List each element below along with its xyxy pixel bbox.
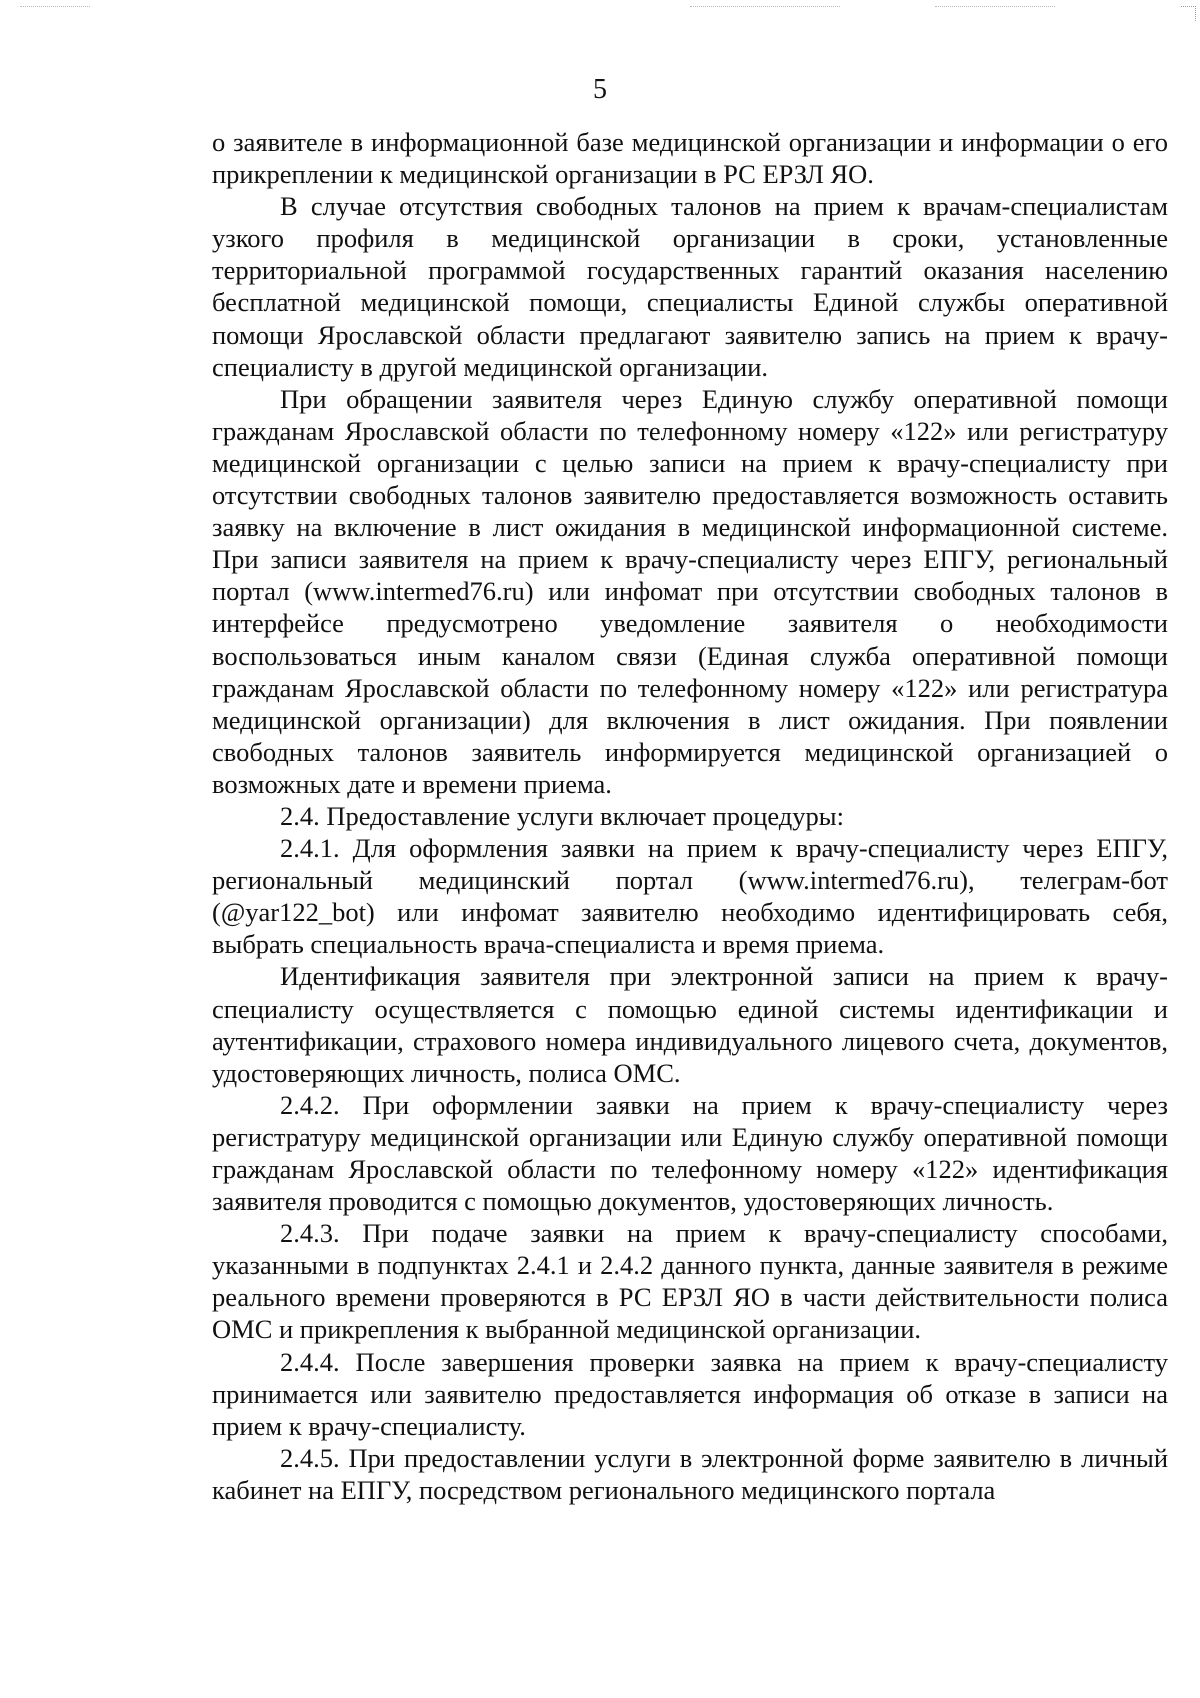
- clause-2-4-3: 2.4.3. При подаче заявки на прием к врачу-специалисту способами, указанными в подпунктах 2.4.1 и 2.4.2 данного пункта, данные заявителя в режиме реального времени проверяются в РС ЕРЗЛ ЯО в части действительности полиса ОМС и прикрепления к выбранной медицинской организации.: [212, 1218, 1168, 1345]
- section-2-4-heading: 2.4. Предоставление услуги включает процедуры:: [280, 800, 844, 831]
- paragraph-1: о заявителе в информационной базе медицинской организации и информации о его прикреплении к медицинской организации в РС ЕРЗЛ ЯО.: [212, 127, 1168, 190]
- scan-corner-mark: [1181, 6, 1196, 21]
- scan-dots: [935, 6, 1055, 7]
- scan-dots: [690, 6, 840, 7]
- clause-2-4-4: 2.4.4. После завершения проверки заявка на прием к врачу-специалисту принимается или заявителю предоставляется информация об отказе в записи на прием к врачу-специалисту.: [212, 1346, 1168, 1441]
- clause-2-4-5: 2.4.5. При предоставлении услуги в электронной форме заявителю в личный кабинет на ЕПГУ, посредством регионального медицинского портала: [212, 1442, 1168, 1505]
- paragraph-2: В случае отсутствия свободных талонов на прием к врачам-специалистам узкого профиля в медицинской организации в сроки, установленные территориальной программой государственных гарантий оказания населению бесплатной медицинской помощи, специалисты Единой службы оперативной помощи Ярославской области предлагают заявителю запись на прием к врачу-специалисту в другой медицинской организации.: [212, 191, 1168, 382]
- clause-2-4-1: 2.4.1. Для оформления заявки на прием к врачу-специалисту через ЕПГУ, региональный медицинский портал (www.intermed76.ru), телеграм-бот (@yar122_bot) или инфомат заявителю необходимо идентифицировать себя, выбрать специальность врача-специалиста и время приема.: [212, 833, 1168, 960]
- paragraph-identification: Идентификация заявителя при электронной записи на прием к врачу-специалисту осуществляется с помощью единой системы идентификации и аутентификации, страхового номера индивидуального лицевого счета, документов, удостоверяющих личность, полиса ОМС.: [212, 961, 1168, 1088]
- scan-artifacts: [0, 6, 1200, 12]
- clause-2-4-2: 2.4.2. При оформлении заявки на прием к врачу-специалисту через регистратуру медицинской организации или Единую службу оперативной помощи гражданам Ярославской области по телефонному номеру «122» идентификация заявителя проводится с помощью документов, удостоверяющих личность.: [212, 1089, 1168, 1217]
- scan-dots: [20, 6, 90, 7]
- document-body: [212, 126, 1168, 1506]
- page-number: 5: [593, 74, 607, 105]
- paragraph-3: При обращении заявителя через Единую службу оперативной помощи гражданам Ярославской области по телефонному номеру «122» или регистратуру медицинской организации с целью записи на прием к врачу-специалисту при отсутствии свободных талонов заявителю предоставляется возможность оставить заявку на включение в лист ожидания в медицинской информационной системе. При записи заявителя на прием к врачу-специалисту через ЕПГУ, региональный портал (www.intermed76.ru) или инфомат при отсутствии свободных талонов в интерфейсе предусмотрено уведомление заявителя о необходимости воспользоваться иным каналом связи (Единая служба оперативной помощи гражданам Ярославской области по телефонному номеру «122» или регистратура медицинской организации) для включения в лист ожидания. При появлении свободных талонов заявитель информируется медицинской организацией о возможных дате и времени приема.: [212, 383, 1168, 799]
